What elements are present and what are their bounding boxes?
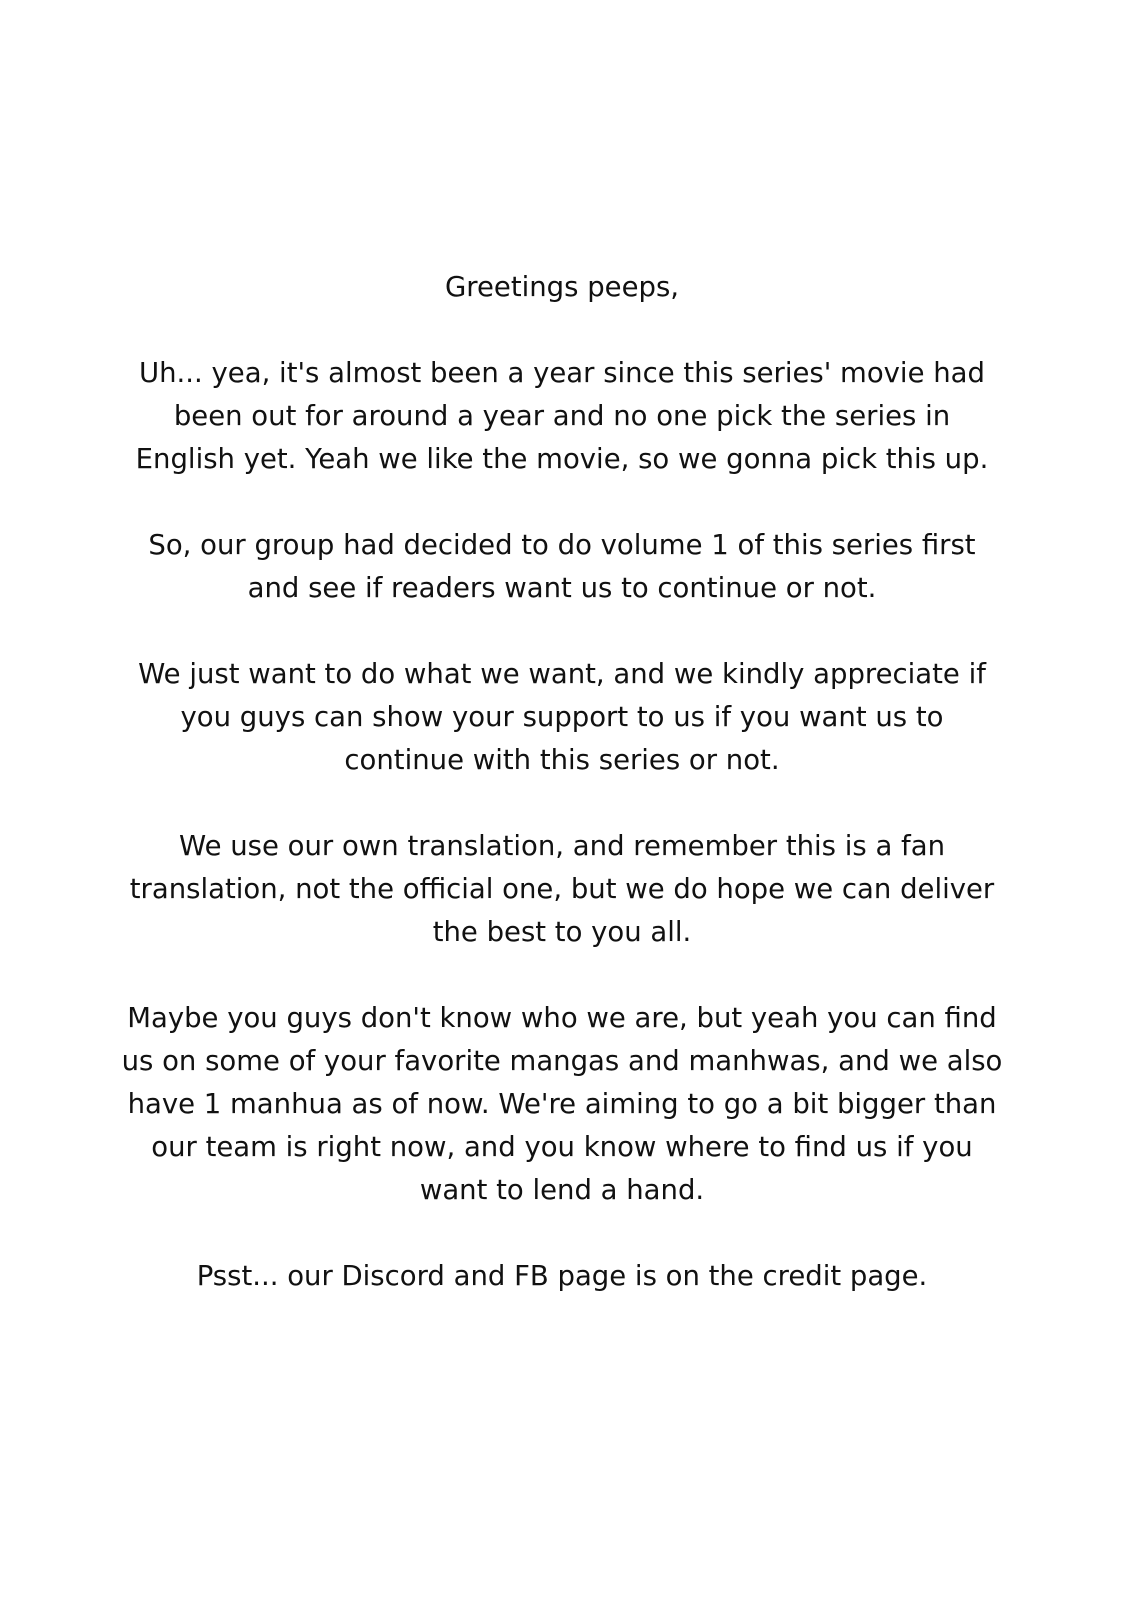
paragraph-line: Maybe you guys don't know who we are, but yeah you can find: [127, 1002, 997, 1034]
paragraph-line: have 1 manhua as of now. We're aiming to go a bit bigger than: [127, 1088, 997, 1120]
paragraph-line: We just want to do what we want, and we kindly appreciate if: [138, 658, 986, 690]
paragraph-translation-disclaimer: [0, 825, 1124, 954]
paragraph-line: and see if readers want us to continue or not.: [247, 572, 877, 604]
paragraph-support-request: [0, 653, 1124, 782]
paragraph-volume-plan: [0, 524, 1124, 610]
paragraph-line: English yet. Yeah we like the movie, so we gonna pick this up.: [135, 443, 989, 475]
paragraph-about-team: [0, 997, 1124, 1212]
paragraph-line: want to lend a hand.: [419, 1174, 705, 1206]
closing-note: [0, 1255, 1124, 1298]
paragraph-line: Uh... yea, it's almost been a year since this series' movie had: [139, 357, 985, 389]
paragraph-line: the best to you all.: [432, 916, 692, 948]
greeting-line: Greetings peeps,: [444, 271, 680, 303]
paragraph-line: translation, not the official one, but we do hope we can deliver: [129, 873, 995, 905]
paragraph-line: continue with this series or not.: [344, 744, 780, 776]
paragraph-line: us on some of your favorite mangas and manhwas, and we also: [121, 1045, 1003, 1077]
paragraph-movie-intro: [0, 352, 1124, 481]
paragraph-line: So, our group had decided to do volume 1 of this series first: [148, 529, 976, 561]
paragraph-line: our team is right now, and you know where to find us if you: [151, 1131, 973, 1163]
paragraph-line: been out for around a year and no one pick the series in: [173, 400, 951, 432]
translator-note: [0, 266, 1124, 1341]
paragraph-line: you guys can show your support to us if you want us to: [180, 701, 944, 733]
closing-line: Psst... our Discord and FB page is on the credit page.: [196, 1260, 928, 1292]
paragraph-line: We use our own translation, and remember this is a fan: [179, 830, 945, 862]
greeting: [0, 266, 1124, 309]
